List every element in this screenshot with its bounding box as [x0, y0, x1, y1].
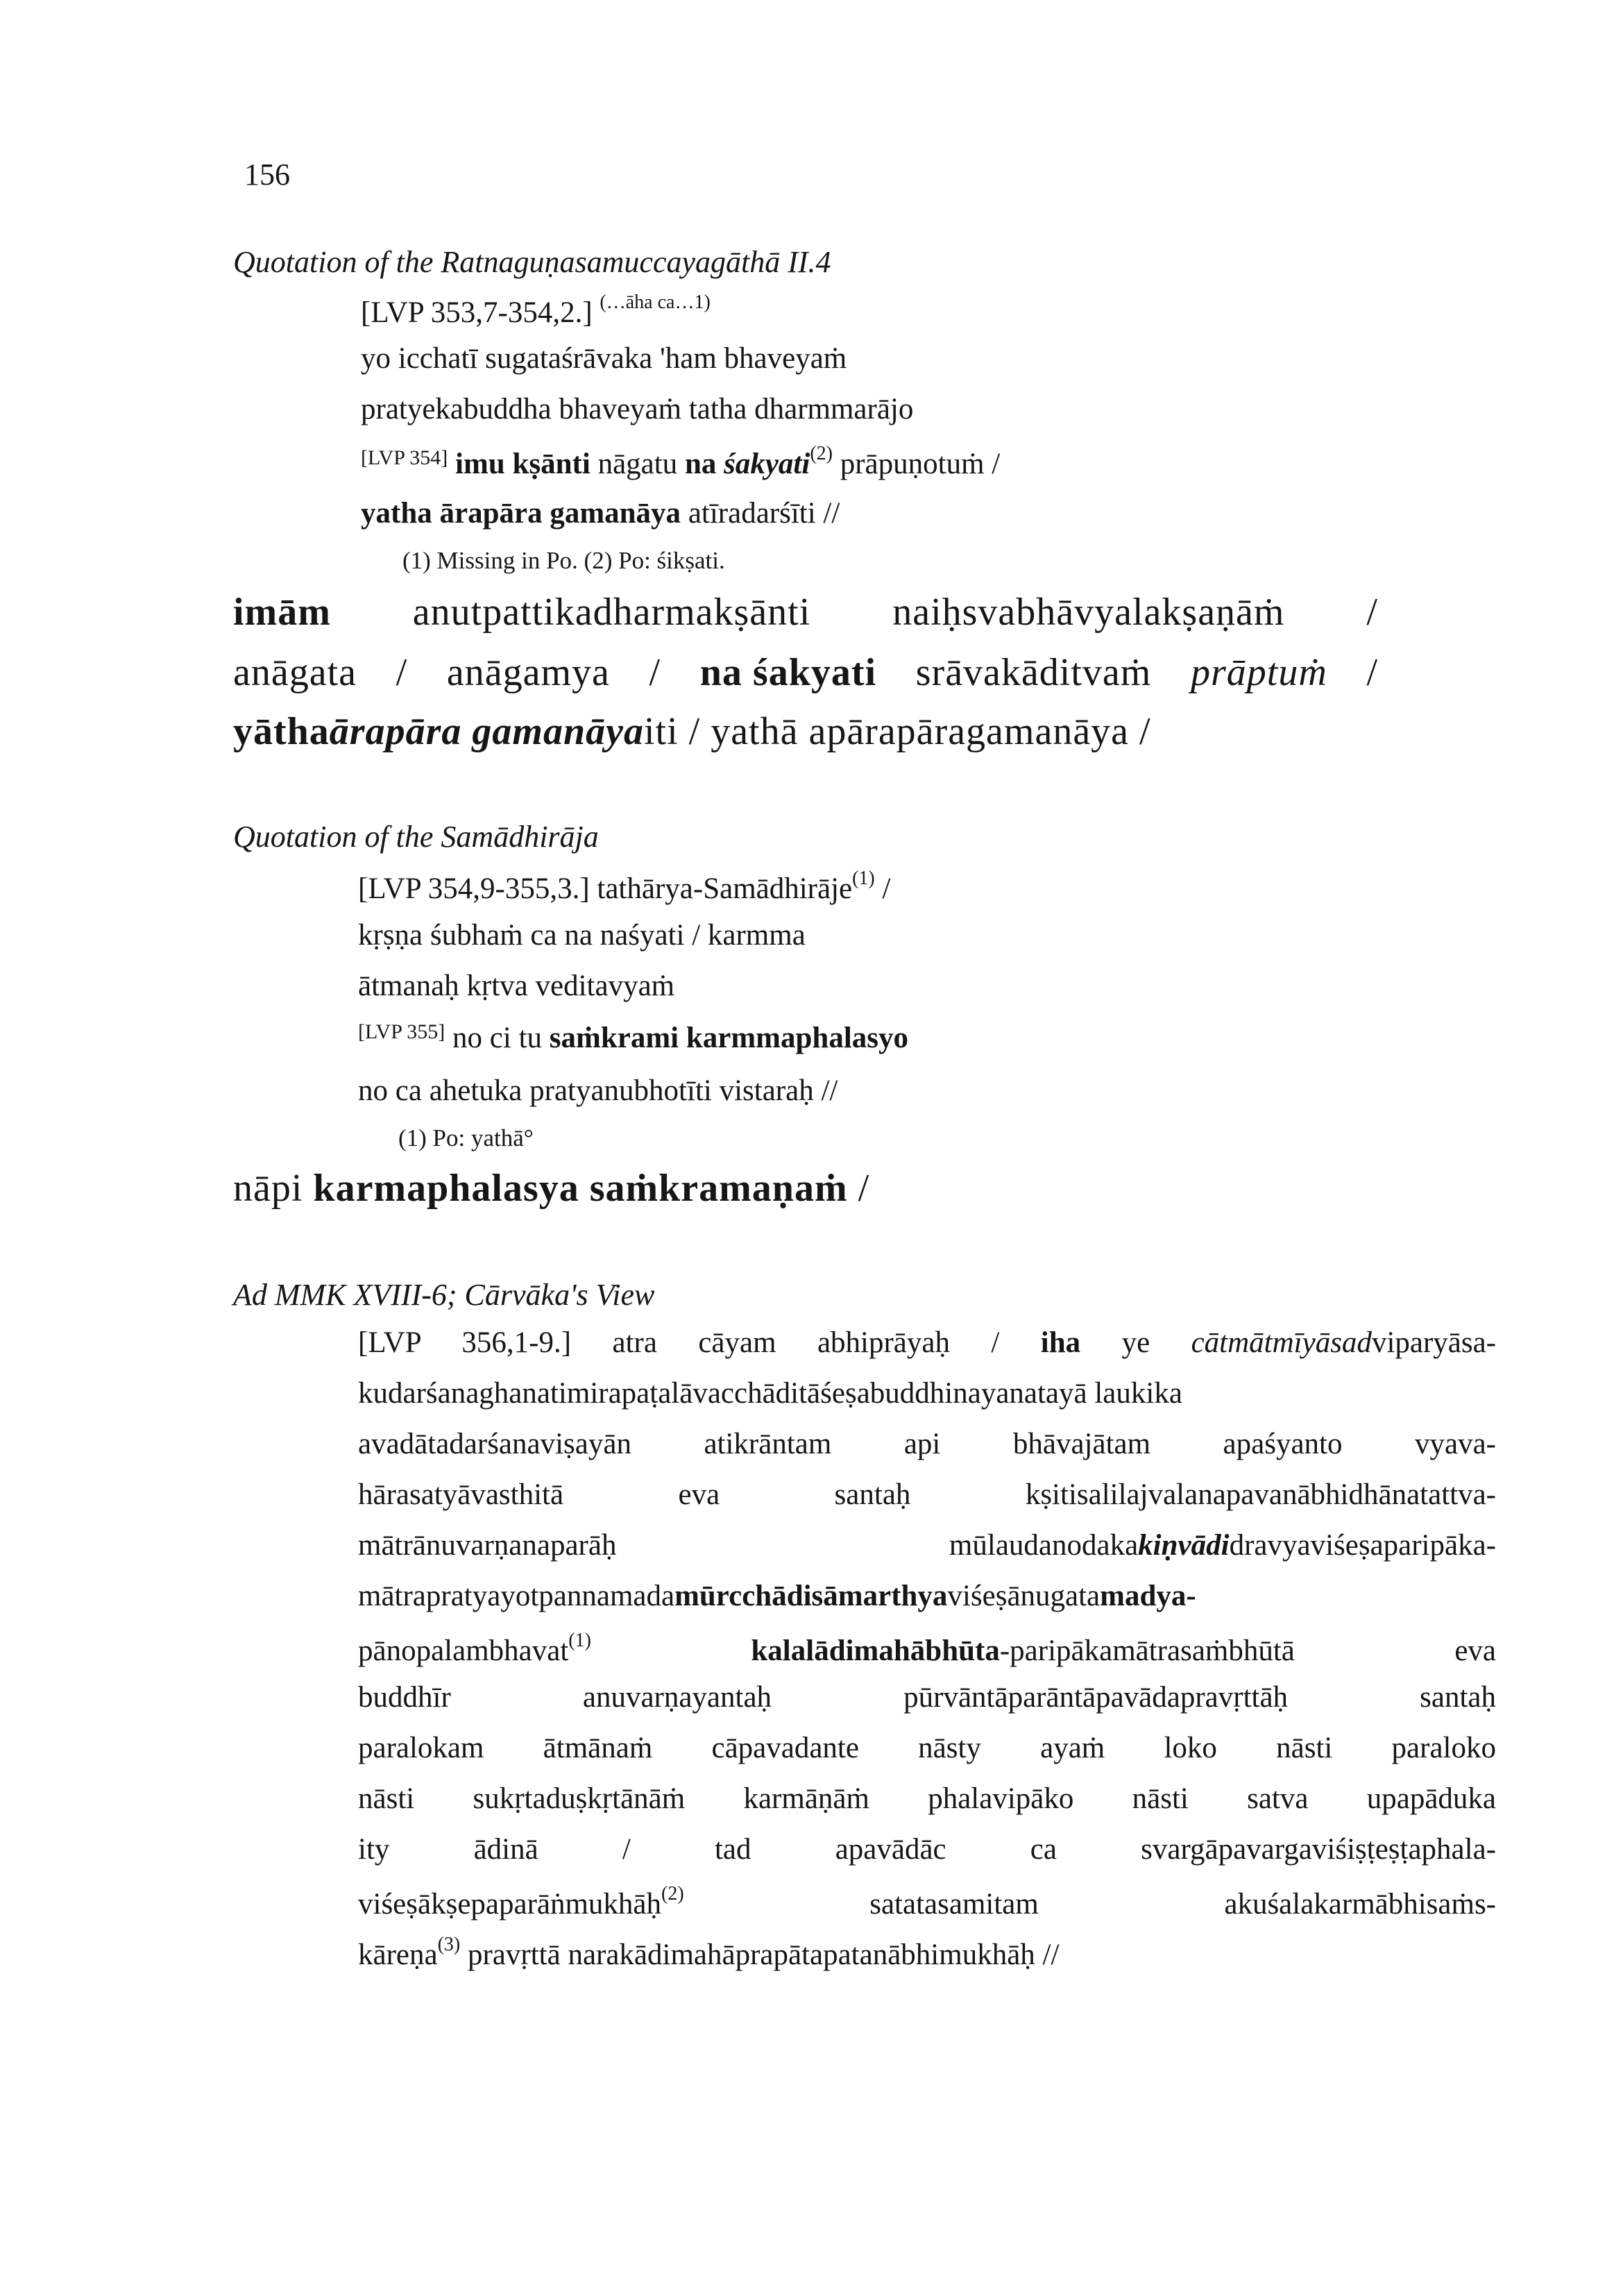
- text: /: [649, 651, 661, 694]
- bold-text: saṁkrami karmmaphalasyo: [549, 1022, 908, 1054]
- text: /: [858, 1167, 870, 1210]
- bold-text: iha: [1040, 1326, 1081, 1359]
- prose-line: avadātadarśanaviṣayān atikrāntam api bhāvajātam apaśyanto vyava-: [358, 1428, 1496, 1460]
- commentary-line: [233, 709, 1151, 754]
- section-heading-ratnaguna: Quotation of the Ratnaguṇasamuccayagāthā II.4: [233, 245, 831, 279]
- verse-line: pratyekabuddha bhaveyaṁ tatha dharmmarājo: [361, 393, 914, 425]
- lvp-reference: [LVP 354,9-355,3.] tathārya-Samādhirāje: [358, 872, 853, 905]
- bold-text: kalalādimahābhūta: [751, 1635, 1000, 1667]
- text: srāvakāditvaṁ: [915, 651, 1152, 694]
- verse-line: [361, 496, 840, 530]
- prose-line: [358, 1934, 1059, 1972]
- prose-line: [358, 1630, 1496, 1668]
- text: /: [1366, 651, 1378, 694]
- footnote-mark: (3): [437, 1934, 461, 1955]
- footnote-mark: (1): [568, 1630, 591, 1651]
- text: pravṛttā narakādimahāprapātapatanābhimukhāḥ //: [467, 1939, 1060, 1971]
- bold-text: mūrcchādisāmarthya: [674, 1580, 948, 1612]
- text: anutpattikadharmakṣānti: [412, 591, 811, 634]
- text: satatasamitam akuśalakarmābhisaṁs-: [869, 1888, 1497, 1921]
- bold-italic-text: kiṇvādi: [1138, 1529, 1230, 1562]
- bold-italic-text: śakyati: [724, 448, 810, 480]
- section-heading-carvaka: Ad MMK XVIII-6; Cārvāka's View: [233, 1278, 655, 1312]
- text: kāreṇa: [358, 1939, 438, 1971]
- text: iti: [643, 710, 679, 753]
- bold-text: imām: [233, 591, 331, 634]
- text: [LVP 356,1-9.] atra cāyam abhiprāyaḥ /: [358, 1326, 1000, 1359]
- text: viśeṣākṣepaparāṅmukhāḥ: [358, 1888, 662, 1921]
- commentary-line: [233, 590, 1378, 634]
- text: mātrānuvarṇanaparāḥ mūlaudanodaka: [358, 1529, 1139, 1562]
- text: /: [396, 651, 408, 694]
- text: anāgamya: [446, 651, 610, 694]
- footnote-mark: (2): [810, 443, 833, 464]
- text: naiḥsvabhāvyalakṣaṇāṁ: [892, 591, 1285, 634]
- prose-line: ity ādinā / tad apavādāc ca svargāpavargaviśiṣṭeṣṭaphala-: [358, 1833, 1496, 1866]
- text: mātrapratyayotpannamada: [358, 1580, 675, 1612]
- text: ye: [1121, 1326, 1150, 1359]
- bold-text: yatha ārapāra gamanāya: [361, 497, 681, 530]
- reference-line: [361, 292, 711, 330]
- prose-line: paralokam ātmānaṁ cāpavadante nāsty ayaṁ loko nāsti paraloko: [358, 1732, 1496, 1764]
- reference-line: [358, 868, 890, 906]
- footnote-mark: (2): [661, 1883, 684, 1905]
- bold-text: madya-: [1100, 1580, 1196, 1612]
- verse-line: [358, 1020, 908, 1055]
- text: no ci tu: [452, 1022, 543, 1054]
- bold-text: yātha: [233, 710, 330, 753]
- text: -paripākamātrasaṁbhūtā eva: [999, 1635, 1496, 1667]
- prose-line: kudarśanaghanatimirapaṭalāvacchāditāśeṣabuddhinayanatayā laukika: [358, 1377, 1182, 1410]
- prose-line: [358, 1326, 1496, 1360]
- text: nāpi: [233, 1167, 303, 1210]
- text: /: [882, 872, 891, 905]
- text: dravyaviśeṣaparipāka-: [1229, 1529, 1496, 1562]
- verse-line: kṛṣṇa śubhaṁ ca na naśyati / karmma: [358, 919, 806, 952]
- footnote: (1) Po: yathā°: [398, 1124, 534, 1151]
- text: prāpuṇotuṁ /: [840, 448, 1001, 480]
- text: viparyāsa-: [1371, 1326, 1497, 1359]
- text: atīradarśīti //: [688, 497, 840, 530]
- page-number: 156: [244, 158, 290, 192]
- lvp-page-ref: [LVP 355]: [358, 1020, 445, 1043]
- bold-text: imu kṣānti: [455, 448, 590, 480]
- text: pānopalambhavat: [358, 1635, 569, 1667]
- text: anāgata: [233, 651, 357, 694]
- italic-text: prāptuṁ: [1190, 651, 1327, 694]
- ref-mark: (…āha ca…1): [600, 292, 711, 313]
- commentary-line: [233, 1166, 869, 1210]
- text: /: [1366, 591, 1378, 634]
- prose-line: [358, 1579, 1196, 1613]
- bold-text: na śakyati: [699, 651, 877, 694]
- verse-line: ātmanaḥ kṛtva veditavyaṁ: [358, 970, 675, 1002]
- verse-line: no ca ahetuka pratyanubhotīti vistaraḥ //: [358, 1074, 838, 1107]
- prose-line: hārasatyāvasthitā eva santaḥ kṣitisalilajvalanapavanābhidhānatattva-: [358, 1478, 1496, 1511]
- text: nāgatu: [597, 448, 678, 480]
- footnote-mark: (1): [852, 868, 875, 889]
- bold-text: na: [684, 448, 717, 480]
- verse-line: [361, 443, 1000, 481]
- verse-line: yo icchatī sugataśrāvaka 'ham bhaveyaṁ: [361, 342, 847, 375]
- lvp-reference: [LVP 353,7-354,2.]: [361, 296, 593, 329]
- prose-line: [358, 1883, 1496, 1921]
- bold-italic-text: ārapāra gamanāya: [329, 710, 644, 753]
- text: / yathā apārapāragamanāya /: [688, 710, 1151, 753]
- footnotes: (1) Missing in Po. (2) Po: śikṣati.: [402, 547, 725, 574]
- italic-text: cātmātmīyāsad: [1191, 1326, 1372, 1359]
- text: viśeṣānugata: [947, 1580, 1101, 1612]
- section-heading-samadhiraja: Quotation of the Samādhirāja: [233, 820, 599, 854]
- bold-text: karmaphalasya saṁkramaṇaṁ: [313, 1167, 848, 1210]
- prose-line: nāsti sukṛtaduṣkṛtānāṁ karmāṇāṁ phalavipāko nāsti satva upapāduka: [358, 1782, 1496, 1815]
- lvp-page-ref: [LVP 354]: [361, 446, 448, 469]
- prose-line: [358, 1528, 1496, 1562]
- commentary-line: [233, 650, 1378, 695]
- prose-line: buddhīr anuvarṇayantaḥ pūrvāntāparāntāpavādapravṛttāḥ santaḥ: [358, 1681, 1496, 1714]
